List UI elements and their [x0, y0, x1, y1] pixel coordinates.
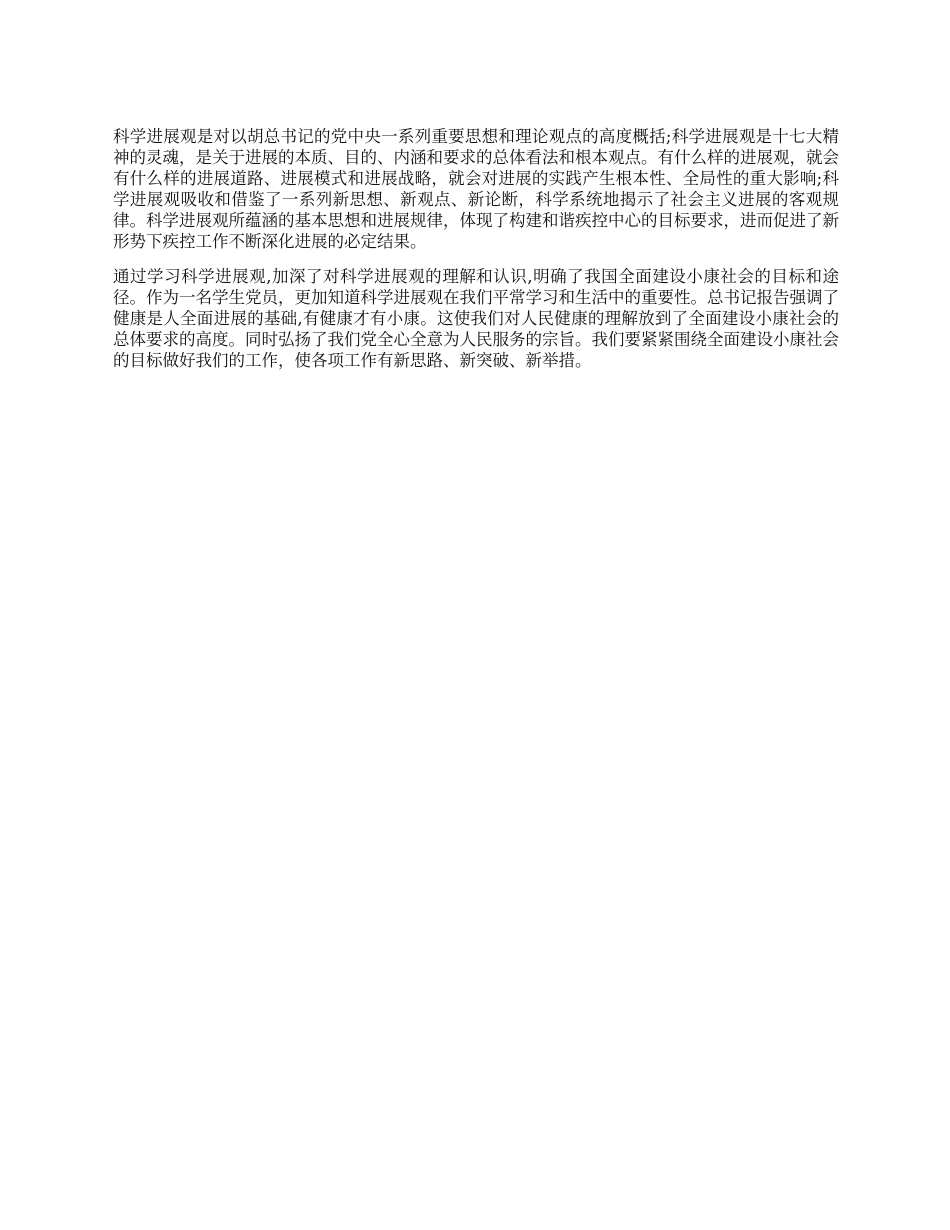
- paragraph-2: 通过学习科学进展观,加深了对科学进展观的理解和认识,明确了我国全面建设小康社会的目标和途径。作为一名学生党员，更加知道科学进展观在我们平常学习和生活中的重要性。总书记报告强调了健康是人全面进展的基础,有健康才有小康。这使我们对人民健康的理解放到了全面建设小康社会的总体要求的高度。同时弘扬了我们党全心全意为人民服务的宗旨。我们要紧紧围绕全面建设小康社会的目标做好我们的工作，使各项工作有新思路、新突破、新举措。: [113, 267, 839, 370]
- document-body: [113, 126, 839, 385]
- paragraph-1: 科学进展观是对以胡总书记的党中央一系列重要思想和理论观点的高度概括;科学进展观是十七大精神的灵魂，是关于进展的本质、目的、内涵和要求的总体看法和根本观点。有什么样的进展观，就会有什么样的进展道路、进展模式和进展战略，就会对进展的实践产生根本性、全局性的重大影响;科学进展观吸收和借鉴了一系列新思想、新观点、新论断，科学系统地揭示了社会主义进展的客观规律。科学进展观所蕴涵的基本思想和进展规律，体现了构建和谐疾控中心的目标要求，进而促进了新形势下疾控工作不断深化进展的必定结果。: [113, 127, 839, 251]
